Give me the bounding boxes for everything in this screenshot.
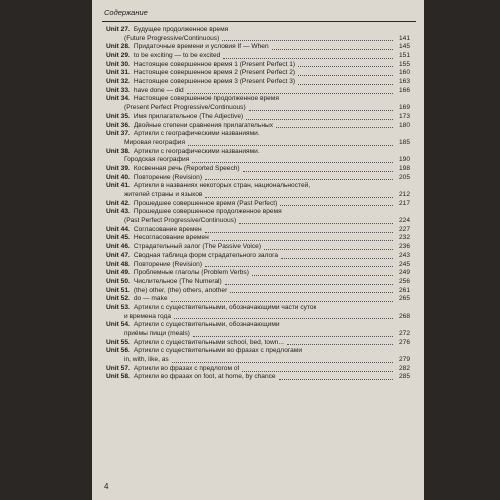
- dot-leader: [279, 379, 393, 380]
- toc-entry: [106, 26, 410, 35]
- unit-title: Артикли во фразах с предлогом of: [133, 364, 240, 372]
- unit-number: Unit 57.: [106, 364, 130, 372]
- page-ref: 261: [398, 286, 410, 294]
- unit-number: Unit 46.: [106, 243, 130, 251]
- unit-title: Настоящее совершенное время 1 (Present Perfect 1): [133, 60, 296, 68]
- toc-entry: [106, 78, 410, 87]
- unit-number: Unit 37.: [106, 130, 130, 138]
- page-ref: 232: [398, 234, 410, 242]
- page-ref: 141: [398, 34, 410, 42]
- book-page: [92, 0, 424, 500]
- unit-number: Unit 33.: [106, 86, 130, 94]
- toc-entry: [106, 122, 410, 131]
- unit-title: приёмы пищи (meals): [124, 330, 190, 338]
- unit-title: Артикли с существительными, обозначающими части суток: [133, 303, 317, 311]
- toc-entry-continuation: [106, 156, 410, 165]
- unit-title: Повторение (Revision): [133, 173, 203, 181]
- dot-leader: [246, 119, 393, 120]
- toc-entry: [106, 165, 410, 174]
- dot-leader: [242, 371, 393, 372]
- page-ref: 205: [398, 173, 410, 181]
- unit-title: Настоящее совершенное продолженное время: [133, 95, 279, 103]
- page-ref: 155: [398, 60, 410, 68]
- toc-entry: [106, 226, 410, 235]
- dot-leader: [252, 275, 393, 276]
- unit-number: Unit 41.: [106, 182, 130, 190]
- toc-entry: [106, 43, 410, 52]
- toc-entry: [106, 96, 410, 105]
- toc-entry: [106, 200, 410, 209]
- unit-number: Unit 43.: [106, 208, 130, 216]
- page-ref: 166: [398, 86, 410, 94]
- page-number: 4: [104, 482, 109, 491]
- toc-entry-continuation: [106, 356, 410, 365]
- dot-leader: [281, 258, 393, 259]
- toc-entry: [106, 339, 410, 348]
- toc-entry-continuation: [106, 139, 410, 148]
- toc-entry-continuation: [106, 35, 410, 44]
- dot-leader: [222, 40, 393, 41]
- page-ref: 180: [398, 121, 410, 129]
- unit-number: Unit 49.: [106, 269, 130, 277]
- dot-leader: [298, 75, 393, 76]
- toc-entry: [106, 61, 410, 70]
- page-ref: 185: [398, 138, 410, 146]
- dot-leader: [205, 266, 393, 267]
- page-ref: 145: [398, 43, 410, 51]
- unit-number: Unit 42.: [106, 199, 130, 207]
- dot-leader: [298, 66, 393, 67]
- toc-entry: [106, 208, 410, 217]
- dot-leader: [243, 171, 393, 172]
- unit-number: Unit 56.: [106, 347, 130, 355]
- unit-title: Прошедшее совершенное время (Past Perfect): [133, 199, 278, 207]
- unit-title: (Past Perfect Progressive/Continuous): [124, 217, 237, 225]
- page-ref: 212: [398, 191, 410, 199]
- dot-leader: [264, 249, 393, 250]
- page-ref: 243: [398, 251, 410, 259]
- unit-number: Unit 50.: [106, 277, 130, 285]
- unit-title: Повторение (Revision): [133, 260, 203, 268]
- toc-entry: [106, 347, 410, 356]
- unit-title: Двойные степени сравнения прилагательных: [133, 121, 273, 129]
- dot-leader: [187, 93, 393, 94]
- toc-entry: [106, 235, 410, 244]
- unit-title: Артикли с существительными school, bed, town...: [133, 338, 284, 346]
- dot-leader: [276, 127, 393, 128]
- toc-entry: [106, 113, 410, 122]
- header-divider: [102, 21, 416, 22]
- unit-title: Городская география: [124, 156, 190, 164]
- toc-entry: [106, 261, 410, 270]
- unit-number: Unit 39.: [106, 164, 130, 172]
- page-ref: 224: [398, 217, 410, 225]
- unit-title: Косвенная речь (Reported Speech): [133, 164, 240, 172]
- dot-leader: [272, 49, 393, 50]
- unit-title: to be exciting — to be excited: [133, 52, 221, 60]
- toc-entry-continuation: [106, 104, 410, 113]
- unit-title: Настоящее совершенное время 2 (Present Perfect 2): [133, 69, 296, 77]
- unit-number: Unit 29.: [106, 52, 130, 60]
- toc-entry: [106, 252, 410, 261]
- unit-number: Unit 36.: [106, 121, 130, 129]
- toc-entry: [106, 278, 410, 287]
- unit-title: Артикли с географическими названиями.: [133, 130, 260, 138]
- unit-title: Будущее продолженное время: [133, 25, 229, 33]
- unit-number: Unit 45.: [106, 234, 130, 242]
- toc-entry: [106, 148, 410, 157]
- toc-entry: [106, 304, 410, 313]
- unit-title: (Present Perfect Progressive/Continuous): [124, 104, 246, 112]
- dot-leader: [280, 205, 393, 206]
- page-ref: 268: [398, 312, 410, 320]
- toc-entry-continuation: [106, 217, 410, 226]
- dot-leader: [174, 318, 393, 319]
- page-ref: 256: [398, 277, 410, 285]
- page-ref: 217: [398, 199, 410, 207]
- unit-title: и времена года: [124, 312, 171, 320]
- dot-leader: [287, 344, 393, 345]
- unit-title: have done — did: [133, 86, 184, 94]
- unit-number: Unit 35.: [106, 112, 130, 120]
- unit-number: Unit 54.: [106, 321, 130, 329]
- unit-title: Настоящее совершенное время 3 (Present Perfect 3): [133, 78, 296, 86]
- unit-number: Unit 55.: [106, 338, 130, 346]
- toc-entry: [106, 365, 410, 374]
- unit-title: Проблемные глаголы (Problem Verbs): [133, 269, 249, 277]
- unit-title: Артикли с существительными, обозначающими: [133, 321, 280, 329]
- page-ref: 227: [398, 225, 410, 233]
- toc-entry: [106, 287, 410, 296]
- page-ref: 169: [398, 104, 410, 112]
- toc-entry-continuation: [106, 191, 410, 200]
- unit-number: Unit 28.: [106, 43, 130, 51]
- page-ref: 265: [398, 295, 410, 303]
- unit-title: Артикли с существительными во фразах с предлогами: [133, 347, 303, 355]
- unit-title: Прошедшее совершенное продолженное время: [133, 208, 282, 216]
- dot-leader: [223, 58, 393, 59]
- unit-title: Артикли с географическими названиями.: [133, 147, 260, 155]
- dot-leader: [298, 84, 393, 85]
- toc-entry: [106, 374, 410, 383]
- unit-title: Мировая география: [124, 138, 186, 146]
- dot-leader: [192, 162, 393, 163]
- toc-entry: [106, 87, 410, 96]
- page-ref: 198: [398, 164, 410, 172]
- page-ref: 285: [398, 373, 410, 381]
- unit-title: Числительное (The Numeral): [133, 277, 222, 285]
- dot-leader: [230, 292, 393, 293]
- unit-number: Unit 53.: [106, 303, 130, 311]
- unit-title: жителей страны и языков: [124, 191, 203, 199]
- toc-entry: [106, 269, 410, 278]
- unit-number: Unit 34.: [106, 95, 130, 103]
- table-of-contents: [106, 26, 410, 382]
- page-ref: 279: [398, 356, 410, 364]
- page-ref: 163: [398, 78, 410, 86]
- toc-entry: [106, 321, 410, 330]
- unit-title: do — make: [133, 295, 168, 303]
- toc-entry: [106, 243, 410, 252]
- dot-leader: [193, 336, 393, 337]
- toc-entry: [106, 174, 410, 183]
- unit-title: Артикли в названиях некоторых стран, национальностей,: [133, 182, 311, 190]
- toc-entry-continuation: [106, 330, 410, 339]
- page-ref: 151: [398, 52, 410, 60]
- unit-number: Unit 48.: [106, 260, 130, 268]
- page-ref: 190: [398, 156, 410, 164]
- dot-leader: [205, 232, 393, 233]
- page-ref: 249: [398, 269, 410, 277]
- unit-title: (Future Progressive/Continuous): [124, 34, 220, 42]
- page-ref: 245: [398, 260, 410, 268]
- page-ref: 282: [398, 364, 410, 372]
- page-ref: 160: [398, 69, 410, 77]
- page-ref: 276: [398, 338, 410, 346]
- unit-title: Сводная таблица форм страдательного залога: [133, 251, 279, 259]
- toc-entry-continuation: [106, 313, 410, 322]
- toc-entry: [106, 182, 410, 191]
- toc-entry: [106, 52, 410, 61]
- page-header-title: Содержание: [104, 8, 148, 17]
- unit-title: Несогласование времен: [133, 234, 209, 242]
- unit-number: Unit 47.: [106, 251, 130, 259]
- dot-leader: [225, 284, 393, 285]
- unit-number: Unit 32.: [106, 78, 130, 86]
- toc-entry: [106, 130, 410, 139]
- toc-entry: [106, 69, 410, 78]
- dot-leader: [249, 110, 393, 111]
- unit-number: Unit 30.: [106, 60, 130, 68]
- unit-number: Unit 44.: [106, 225, 130, 233]
- page-ref: 173: [398, 112, 410, 120]
- unit-number: Unit 52.: [106, 295, 130, 303]
- unit-title: Придаточные времени и условия If — When: [133, 43, 269, 51]
- unit-number: Unit 51.: [106, 286, 130, 294]
- unit-title: (the) other, (the) others, another: [133, 286, 228, 294]
- toc-entry: [106, 295, 410, 304]
- dot-leader: [239, 223, 393, 224]
- page-ref: 272: [398, 330, 410, 338]
- unit-number: Unit 38.: [106, 147, 130, 155]
- unit-number: Unit 58.: [106, 373, 130, 381]
- unit-number: Unit 31.: [106, 69, 130, 77]
- dot-leader: [205, 179, 393, 180]
- page-ref: 236: [398, 243, 410, 251]
- dot-leader: [188, 145, 393, 146]
- unit-title: Артикли во фразах on foot, at home, by chance: [133, 373, 276, 381]
- unit-number: Unit 27.: [106, 25, 130, 33]
- dot-leader: [171, 301, 393, 302]
- dot-leader: [212, 240, 393, 241]
- unit-title: Имя прилагательное (The Adjective): [133, 112, 244, 120]
- dot-leader: [205, 197, 393, 198]
- unit-title: Согласование времен: [133, 225, 202, 233]
- dot-leader: [172, 362, 393, 363]
- unit-title: in, with, like, as: [124, 356, 169, 364]
- unit-number: Unit 40.: [106, 173, 130, 181]
- unit-title: Страдательный залог (The Passive Voice): [133, 243, 262, 251]
